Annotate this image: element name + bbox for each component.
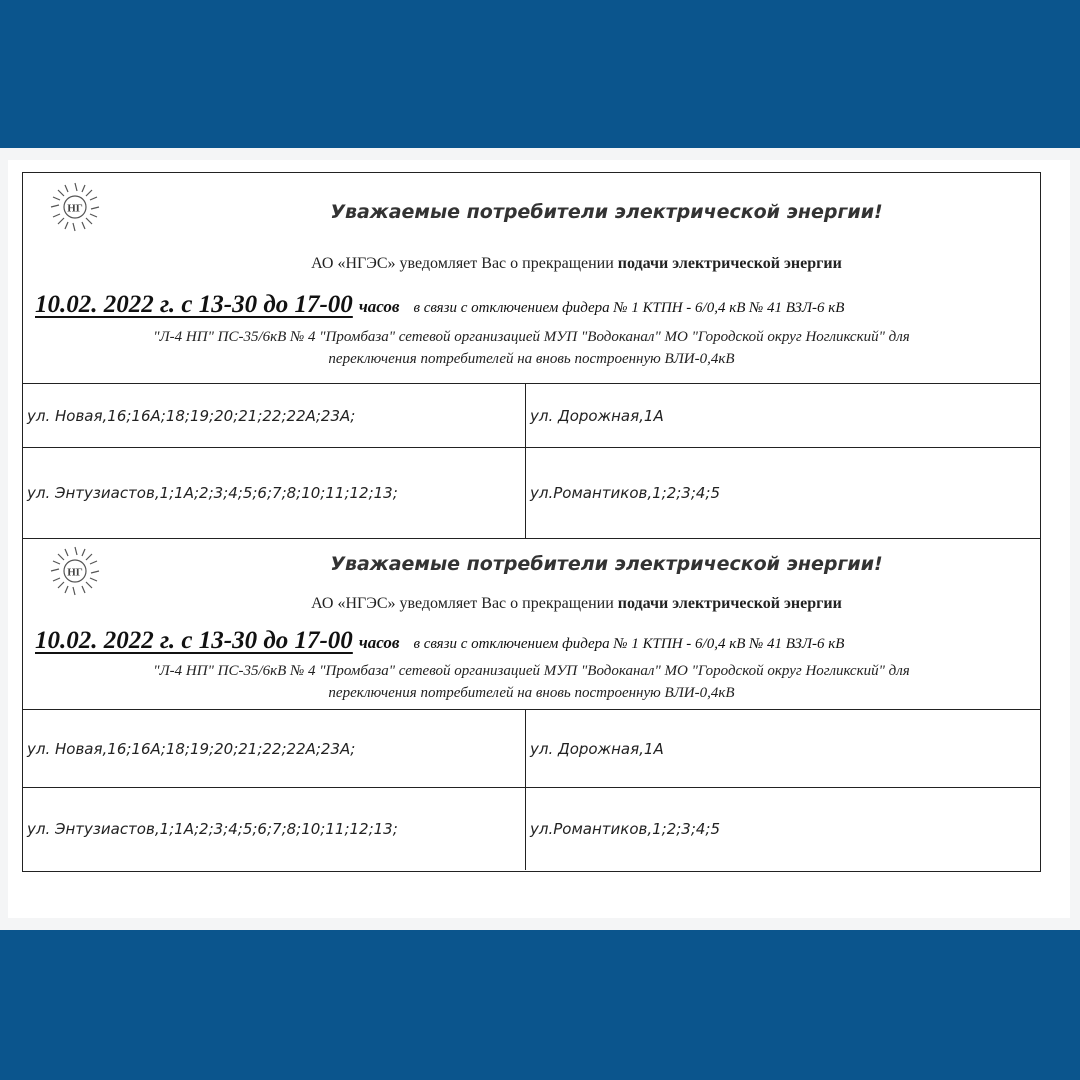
- street-cell: ул. Энтузиастов,1;1А;2;3;4;5;6;7;8;10;11;12;13;: [23, 448, 526, 538]
- street-cell: ул.Романтиков,1;2;3;4;5: [530, 820, 721, 838]
- notice-header: [23, 539, 1040, 709]
- outage-reason: "Л-4 НП" ПС-35/6кВ № 4 "Промбаза" сетевой организацией МУП "Водоканал" МО "Городской округ Ногликский" для переключения потребителей на вновь построенную ВЛИ-0,4кВ: [153, 329, 910, 367]
- outage-reason-line1: в связи с отключением фидера № 1 КТПН - 6/0,4 кВ № 41 ВЗЛ-6 кВ: [413, 636, 845, 652]
- street-cell: ул. Дорожная,1А: [530, 739, 664, 758]
- notice-2: [22, 538, 1041, 872]
- outage-hours-word: часов: [358, 297, 400, 316]
- notice-header: [23, 173, 1040, 383]
- street-cell: ул.Романтиков,1;2;3;4;5: [530, 484, 721, 502]
- outage-date-line: [35, 291, 1035, 319]
- table-row: [23, 710, 1040, 788]
- outage-date-line: [35, 627, 1035, 655]
- outage-reason: "Л-4 НП" ПС-35/6кВ № 4 "Промбаза" сетевой организацией МУП "Водоканал" МО "Городской округ Ногликский" для переключения потребителей на вновь построенную ВЛИ-0,4кВ: [153, 663, 910, 701]
- outage-date: 10.02. 2022 г. с 13-30 до 17-00: [35, 627, 353, 654]
- street-cell: ул. Дорожная,1А: [530, 406, 664, 425]
- streets-table: [23, 383, 1040, 539]
- notice-intro: АО «НГЭС» уведомляет Вас о прекращении подачи электрической энергии: [311, 595, 842, 612]
- table-row: [23, 384, 1040, 448]
- table-row: [23, 448, 1040, 538]
- svg-text:НГ: НГ: [67, 202, 83, 215]
- notice-title: Уважаемые потребители электрической энергии!: [330, 553, 883, 575]
- street-cell: ул. Энтузиастов,1;1А;2;3;4;5;6;7;8;10;11;12;13;: [23, 788, 526, 870]
- bottom-blue-band: [0, 930, 1080, 1080]
- street-cell: ул. Новая,16;16А;18;19;20;21;22;22А;23А;: [23, 384, 526, 447]
- table-row: [23, 788, 1040, 870]
- outage-date: 10.02. 2022 г. с 13-30 до 17-00: [35, 291, 353, 318]
- notice-title: Уважаемые потребители электрической энергии!: [330, 201, 883, 223]
- notice-intro: АО «НГЭС» уведомляет Вас о прекращении подачи электрической энергии: [311, 255, 842, 272]
- street-cell: ул. Новая,16;16А;18;19;20;21;22;22А;23А;: [23, 710, 526, 787]
- streets-table: [23, 709, 1040, 871]
- svg-text:НГ: НГ: [67, 566, 83, 579]
- top-blue-band: [0, 0, 1080, 148]
- outage-reason-line1: в связи с отключением фидера № 1 КТПН - 6/0,4 кВ № 41 ВЗЛ-6 кВ: [413, 300, 845, 316]
- outage-hours-word: часов: [358, 633, 400, 652]
- notice-1: [22, 172, 1041, 540]
